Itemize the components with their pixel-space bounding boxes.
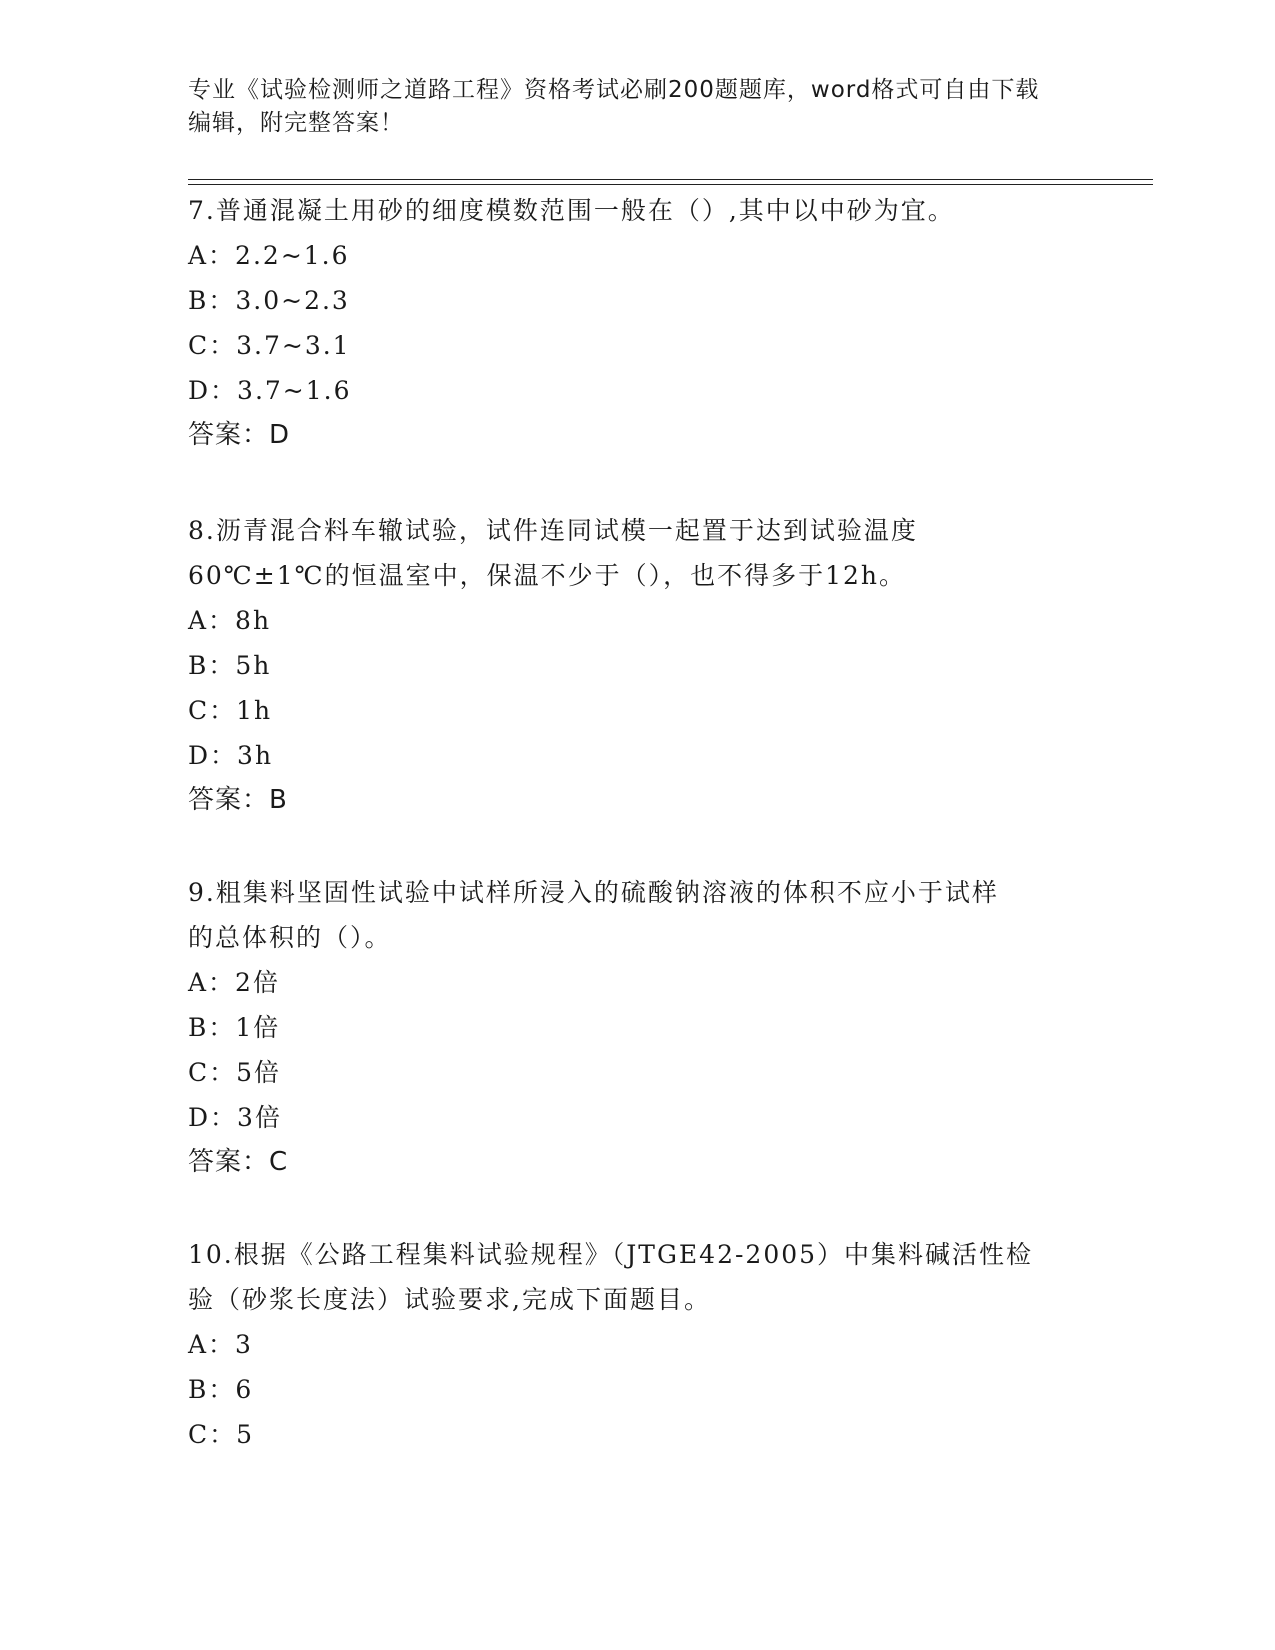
- option-a: A：2.2~1.6: [188, 241, 350, 270]
- option-b: B：3.0~2.3: [188, 286, 350, 315]
- answer: 答案：B: [188, 785, 288, 815]
- question-stem-line-2: 的总体积的（）。: [188, 923, 392, 952]
- option-c: C：1h: [188, 696, 273, 725]
- question-stem-line-1: 9.粗集料坚固性试验中试样所浸入的硫酸钠溶液的体积不应小于试样: [188, 878, 999, 907]
- header-divider-top: [188, 179, 1153, 180]
- option-d: D：3倍: [188, 1103, 282, 1132]
- question-stem-line-1: 10.根据《公路工程集料试验规程》（JTGE42-2005）中集料碱活性检: [188, 1240, 1034, 1269]
- question-stem-line-1: 8.沥青混合料车辙试验，试件连同试模一起置于达到试验温度: [188, 516, 918, 545]
- question-7: [188, 188, 1088, 458]
- option-a: A：8h: [188, 606, 272, 635]
- option-c: C：5倍: [188, 1058, 282, 1087]
- question-stem: 7.普通混凝土用砂的细度模数范围一般在（）,其中以中砂为宜。: [188, 196, 955, 225]
- document-header: [188, 74, 1068, 140]
- option-c: C：5: [188, 1420, 255, 1449]
- header-line-2: 编辑，附完整答案！: [188, 110, 404, 136]
- question-9: [188, 870, 1088, 1185]
- question-8: [188, 508, 1088, 823]
- question-10: [188, 1232, 1088, 1457]
- option-c: C：3.7~3.1: [188, 331, 351, 360]
- option-b: B：6: [188, 1375, 254, 1404]
- option-d: D：3h: [188, 741, 274, 770]
- option-a: A：2倍: [188, 968, 280, 997]
- header-divider-bottom: [188, 184, 1153, 185]
- option-b: B：1倍: [188, 1013, 281, 1042]
- question-stem-line-2: 60℃±1℃的恒温室中，保温不少于（），也不得多于12h。: [188, 561, 907, 590]
- question-stem-line-2: 验（砂浆长度法）试验要求,完成下面题目。: [188, 1285, 711, 1314]
- option-a: A：3: [188, 1330, 253, 1359]
- option-d: D：3.7~1.6: [188, 376, 352, 405]
- header-line-1: 专业《试验检测师之道路工程》资格考试必刷200题题库，word格式可自由下载: [188, 77, 1040, 103]
- option-b: B：5h: [188, 651, 272, 680]
- answer: 答案：D: [188, 420, 291, 450]
- answer: 答案：C: [188, 1147, 289, 1177]
